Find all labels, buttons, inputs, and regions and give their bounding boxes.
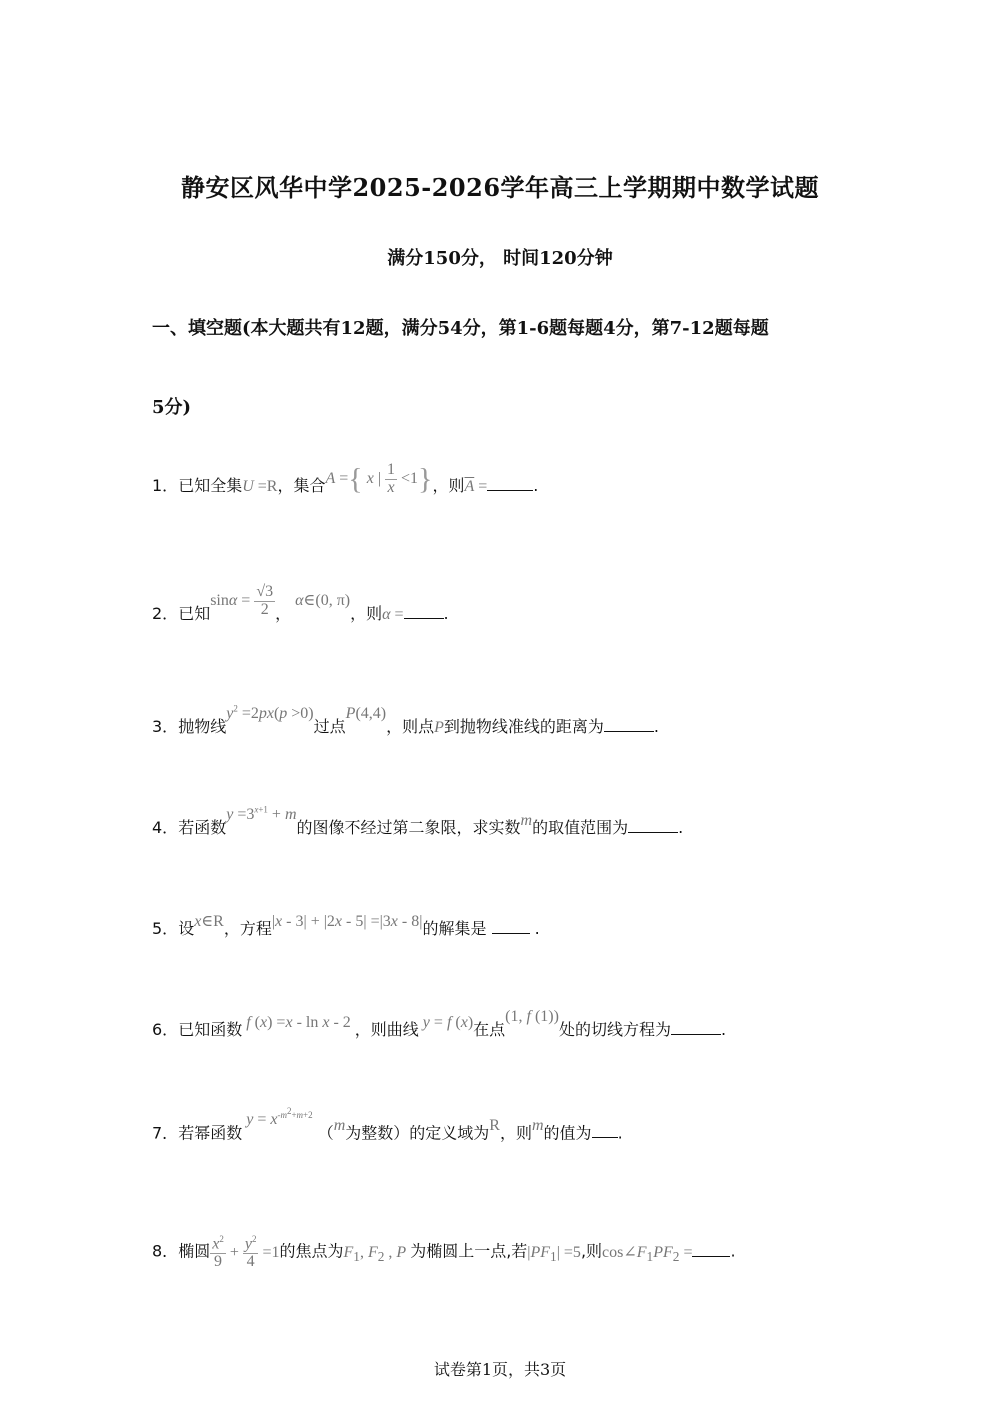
math-formula: |x - 3| + |2x - 5| =|3x - 8| xyxy=(271,913,423,930)
question-2 xyxy=(152,583,852,633)
math-formula: y = f (x) xyxy=(422,1014,474,1031)
question-text: 设 xyxy=(178,919,195,938)
question-text: ，则 xyxy=(499,1123,532,1143)
math-formula: x∈R xyxy=(194,913,224,930)
question-6 xyxy=(152,1008,852,1040)
answer-blank[interactable] xyxy=(404,604,444,619)
question-text: ，则曲线 xyxy=(354,1020,419,1039)
answer-blank[interactable] xyxy=(671,1020,721,1035)
question-text: 处的切线方程为 xyxy=(558,1020,671,1039)
question-text: 的图像不经过第二象限，求实数 xyxy=(296,818,521,837)
section-heading: 一、填空题(本大题共有12题，满分54分，第1-6题每题4分，第7-12题每题 xyxy=(152,318,769,339)
answer-blank[interactable] xyxy=(628,818,678,833)
question-text: ,则 xyxy=(580,1241,603,1261)
question-text: 的解集是 xyxy=(422,919,487,938)
math-formula: $\overline{A}$ = xyxy=(464,477,488,495)
math-formula: f (x) =x - ln x - 2 xyxy=(246,1014,355,1031)
question-text: ，则 xyxy=(350,603,383,623)
math-formula: $y =3^{x+1} + m$ xyxy=(226,804,297,823)
question-text: 的取值范围为 xyxy=(532,818,629,837)
question-text: ，方程 xyxy=(223,919,272,938)
question-end: . xyxy=(730,1241,736,1261)
math-formula: sinα = $\frac{√3}{2}$ xyxy=(210,583,274,618)
section-heading-cont: 5分) xyxy=(152,397,192,418)
answer-blank[interactable] xyxy=(604,717,654,732)
question-end: . xyxy=(720,1020,727,1039)
math-formula: $y = x^{-m^2+m+2}$ xyxy=(246,1106,313,1129)
question-text: ，则点 xyxy=(386,717,435,736)
page-footer: 试卷第1页，共3页 xyxy=(433,1360,567,1379)
question-8 xyxy=(152,1235,852,1271)
question-end: . xyxy=(617,1123,623,1143)
math-symbol: P xyxy=(434,719,444,736)
math-formula: $y^2 =2px(p >0)$ xyxy=(226,703,314,722)
math-formula: $\cos\angle F_1PF_2$ = xyxy=(602,1243,693,1264)
question-text: 的焦点为 xyxy=(279,1241,344,1261)
math-symbol: m xyxy=(520,812,533,829)
answer-blank[interactable] xyxy=(492,919,530,934)
question-number: 6． xyxy=(152,1020,179,1039)
question-text: 已知全集 xyxy=(178,475,243,495)
question-end: . xyxy=(653,717,659,736)
question-text: 过点 xyxy=(313,717,346,736)
exam-info: 满分150分， 时间120分钟 xyxy=(387,248,613,269)
math-formula: P(4,4) xyxy=(345,705,387,722)
question-5 xyxy=(152,913,852,939)
math-formula: A ={ x | $\frac{1}{x}$ <1} xyxy=(325,461,433,496)
math-formula: α = xyxy=(382,605,404,623)
question-text: 已知 xyxy=(178,603,211,623)
math-symbol: m xyxy=(333,1117,346,1135)
math-formula: α∈(0, π) xyxy=(295,591,351,609)
question-1 xyxy=(152,461,852,505)
question-text: 抛物线 xyxy=(178,717,227,736)
question-end: . xyxy=(533,475,539,495)
answer-blank[interactable] xyxy=(692,1242,730,1257)
math-formula: U =R xyxy=(242,477,278,495)
question-text: ，则 xyxy=(432,475,465,495)
answer-blank[interactable] xyxy=(487,476,533,491)
math-formula: $|PF_1| =5$ xyxy=(527,1243,581,1264)
question-number: 3． xyxy=(152,717,179,736)
math-symbol: m xyxy=(531,1117,544,1135)
question-text: ， xyxy=(275,603,292,623)
question-end: . xyxy=(534,919,540,938)
math-formula: $F_1$, $F_2$ , P xyxy=(343,1243,407,1264)
question-end: . xyxy=(678,818,684,837)
question-text: 为椭圆上一点,若 xyxy=(410,1241,528,1261)
question-text: 为整数）的定义域为 xyxy=(345,1123,490,1143)
answer-blank[interactable] xyxy=(592,1123,618,1138)
question-number: 8． xyxy=(152,1241,179,1261)
question-text: 的值为 xyxy=(543,1123,592,1143)
question-number: 7． xyxy=(152,1123,179,1143)
question-7 xyxy=(152,1106,852,1143)
question-text: 已知函数 xyxy=(178,1020,243,1039)
question-4 xyxy=(152,804,852,838)
question-end: . xyxy=(443,603,449,623)
math-symbol: R xyxy=(489,1117,500,1135)
question-number: 2． xyxy=(152,603,179,623)
question-number: 4． xyxy=(152,818,179,837)
question-text: 到抛物线准线的距离为 xyxy=(443,717,604,736)
question-text: ，集合 xyxy=(277,475,326,495)
question-3 xyxy=(152,703,852,737)
math-formula: (1, f (1)) xyxy=(505,1008,559,1025)
math-formula: $\frac{x^2}{9}$ + $\frac{y^2}{4}$ =1 xyxy=(212,1234,280,1271)
question-text: 椭圆 xyxy=(178,1241,211,1261)
question-text: 在点 xyxy=(473,1020,506,1039)
question-number: 5． xyxy=(152,919,179,938)
question-text: 若幂函数 xyxy=(178,1123,243,1143)
question-text: 若函数 xyxy=(178,818,227,837)
page-title: 静安区风华中学2025-2026学年高三上学期期中数学试题 xyxy=(180,173,820,202)
question-number: 1． xyxy=(152,475,179,495)
question-text: （ xyxy=(317,1123,334,1143)
